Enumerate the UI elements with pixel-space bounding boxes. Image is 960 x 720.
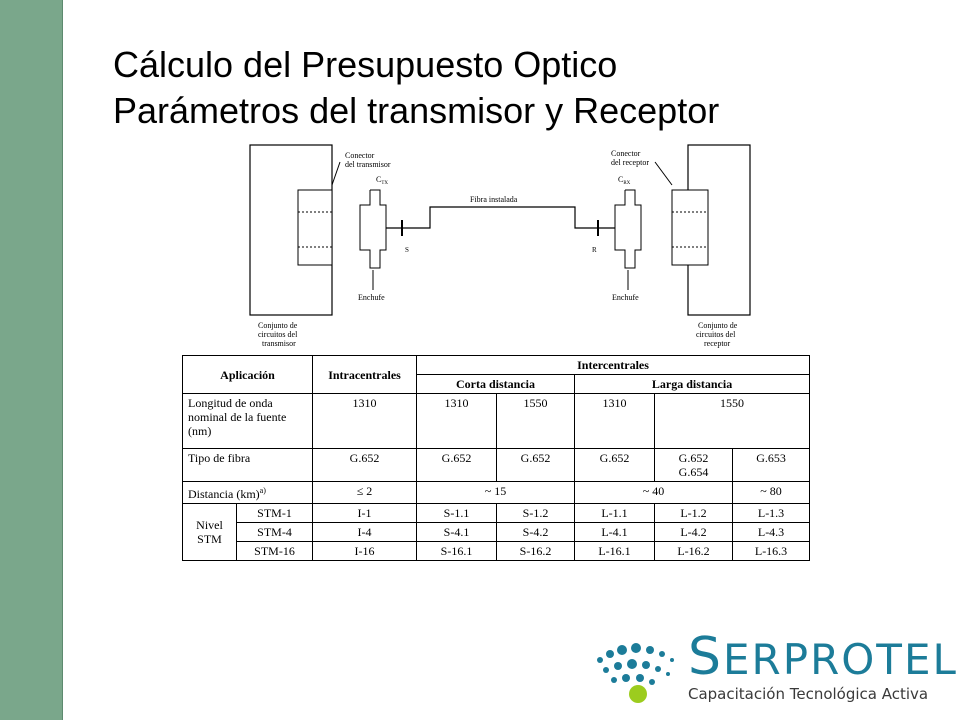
table-cell [655, 449, 733, 482]
tx-set-label-1: Conjunto de [258, 321, 298, 330]
table-cell: 1550 [497, 394, 575, 449]
table-cell: ~ 80 [733, 482, 810, 504]
serprotel-logo [590, 625, 958, 715]
table-cell: L-4.3 [733, 523, 810, 542]
logo-brand: ERPROTEL [723, 635, 958, 684]
side-accent-bar [0, 0, 63, 720]
table-cell: 1310 [417, 394, 497, 449]
header-intra: Intracentrales [313, 356, 417, 394]
stm-level: STM-4 [237, 523, 313, 542]
installed-fiber [386, 207, 615, 228]
table-cell: L-4.1 [575, 523, 655, 542]
table-cell: S-16.1 [417, 542, 497, 561]
tx-set-label-3: transmisor [262, 339, 296, 348]
table-cell: I-1 [313, 504, 417, 523]
distance-label [183, 482, 313, 504]
tx-connector-label-1: Conector [345, 151, 375, 160]
ctx-sub: TX [381, 181, 389, 186]
table-cell: ~ 15 [417, 482, 575, 504]
table-cell: S-16.2 [497, 542, 575, 561]
crx-sub: RX [623, 181, 631, 186]
distance-footnote: a) [259, 486, 266, 495]
receiver-port [672, 190, 708, 265]
table-cell: 1310 [313, 394, 417, 449]
optical-link-diagram [240, 140, 760, 355]
stm-level-label [183, 504, 237, 561]
table-cell: 1550 [655, 394, 810, 449]
table-cell: ~ 40 [575, 482, 733, 504]
svg-text:CTX [376, 175, 388, 186]
title-line-2: Parámetros del transmisor y Receptor [113, 90, 720, 131]
table-cell: L-4.2 [655, 523, 733, 542]
application-codes-table [182, 355, 810, 561]
tx-set-label-2: circuitos del [258, 330, 298, 339]
table-cell: L-16.3 [733, 542, 810, 561]
stm-label-1: Nivel [196, 518, 223, 532]
table-cell: I-4 [313, 523, 417, 542]
table-cell: S-1.2 [497, 504, 575, 523]
table-cell: S-4.1 [417, 523, 497, 542]
stm-label-2: STM [197, 532, 222, 546]
table-cell: S-1.1 [417, 504, 497, 523]
distance-label-text: Distancia (km) [188, 487, 260, 501]
table-cell: L-16.2 [655, 542, 733, 561]
table-cell: G.652 [417, 449, 497, 482]
ctx-label: C [376, 175, 382, 184]
table-cell: ≤ 2 [313, 482, 417, 504]
fiber-value: G.652 [678, 451, 709, 465]
stm-level: STM-1 [237, 504, 313, 523]
header-application: Aplicación [183, 356, 313, 394]
tx-connector-label-2: del transmisor [345, 160, 391, 169]
fiber-type-label: Tipo de fibra [183, 449, 313, 482]
table-cell: G.652 [497, 449, 575, 482]
rx-set-label-3: receptor [704, 339, 731, 348]
table-cell: G.652 [575, 449, 655, 482]
wavelength-label: Longitud de onda nominal de la fuente (nm) [183, 394, 313, 449]
point-s: S [405, 246, 409, 254]
table-cell: S-4.2 [497, 523, 575, 542]
tx-plug-label: Enchufe [358, 293, 385, 302]
tx-connector [360, 190, 386, 268]
table-cell: 1310 [575, 394, 655, 449]
fiber-label: Fibra instalada [470, 195, 518, 204]
table-cell: L-1.2 [655, 504, 733, 523]
table-cell: L-1.3 [733, 504, 810, 523]
table-cell: L-16.1 [575, 542, 655, 561]
table-cell: G.653 [733, 449, 810, 482]
logo-dots-icon [590, 630, 690, 710]
header-inter: Intercentrales [417, 356, 810, 375]
rx-connector-label-1: Conector [611, 149, 641, 158]
rx-plug-label: Enchufe [612, 293, 639, 302]
table-cell: I-16 [313, 542, 417, 561]
slide-title [113, 42, 933, 134]
logo-wordmark [688, 627, 958, 687]
rx-connector-label-2: del receptor [611, 158, 649, 167]
crx-label: C [618, 175, 624, 184]
rx-connector [615, 190, 641, 268]
svg-text:CRX [618, 175, 631, 186]
logo-initial: S [688, 627, 724, 687]
header-long-distance: Larga distancia [575, 375, 810, 394]
transmitter-port [298, 190, 332, 265]
title-line-1: Cálculo del Presupuesto Optico [113, 44, 618, 85]
table-cell: G.652 [313, 449, 417, 482]
table-cell: L-1.1 [575, 504, 655, 523]
logo-tagline: Capacitación Tecnológica Activa [688, 685, 929, 703]
rx-set-label-2: circuitos del [696, 330, 736, 339]
fiber-value: G.654 [678, 465, 709, 479]
header-short-distance: Corta distancia [417, 375, 575, 394]
stm-level: STM-16 [237, 542, 313, 561]
rx-set-label-1: Conjunto de [698, 321, 738, 330]
point-r: R [592, 246, 597, 254]
